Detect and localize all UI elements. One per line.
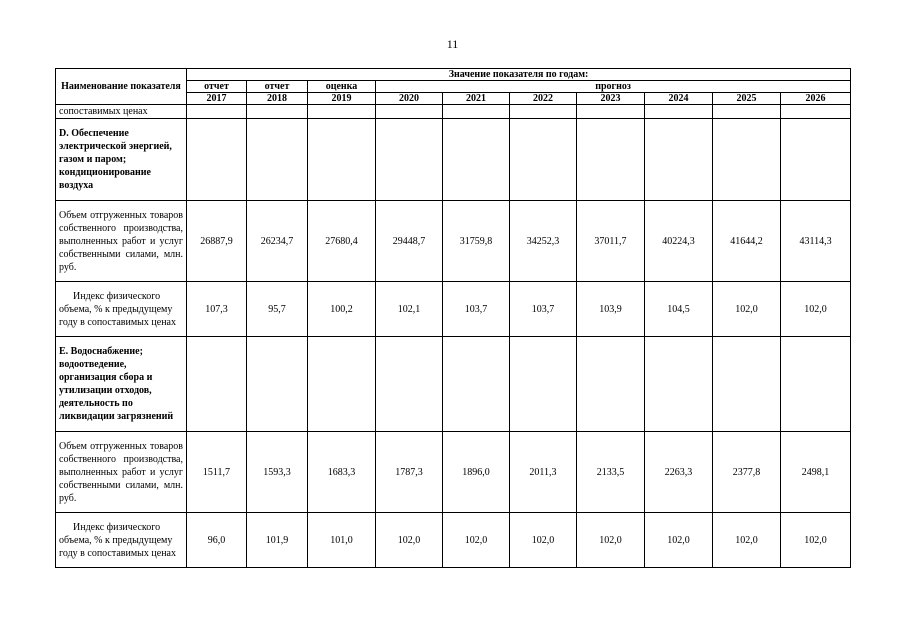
year-header: 2024: [645, 93, 713, 105]
value-cell: 102,0: [781, 282, 851, 337]
value-cell: [510, 105, 577, 119]
value-cell: 2263,3: [645, 432, 713, 513]
value-cell: [443, 337, 510, 432]
table-row: [56, 337, 851, 432]
value-cell: [443, 105, 510, 119]
year-header: 2026: [781, 93, 851, 105]
indicator-name-cell: Индекс физического объема, % к предыдущему году в сопоставимых ценах: [56, 282, 187, 337]
value-cell: 43114,3: [781, 201, 851, 282]
year-header: 2022: [510, 93, 577, 105]
value-cell: 1896,0: [443, 432, 510, 513]
value-cell: 102,0: [443, 513, 510, 568]
forecast-header: прогноз: [376, 81, 851, 93]
value-cell: 102,0: [510, 513, 577, 568]
type-header: оценка: [308, 81, 376, 93]
value-cell: 102,0: [713, 513, 781, 568]
value-cell: 1787,3: [376, 432, 443, 513]
indicator-name-cell: D. Обеспечение электрической энергией, газом и паром; кондиционирование воздуха: [56, 119, 187, 201]
year-header: 2019: [308, 93, 376, 105]
value-cell: [510, 337, 577, 432]
table-header: [56, 69, 851, 105]
value-cell: 102,0: [713, 282, 781, 337]
indicator-table: [55, 68, 851, 568]
value-cell: [577, 105, 645, 119]
value-cell: 103,7: [510, 282, 577, 337]
value-cell: 101,0: [308, 513, 376, 568]
value-cell: [443, 119, 510, 201]
table-row: [56, 432, 851, 513]
value-cell: [713, 337, 781, 432]
value-cell: 102,0: [781, 513, 851, 568]
value-cell: [187, 105, 247, 119]
table-row: [56, 119, 851, 201]
year-header: 2020: [376, 93, 443, 105]
value-cell: 104,5: [645, 282, 713, 337]
value-cell: [376, 105, 443, 119]
value-cell: [577, 337, 645, 432]
value-cell: 107,3: [187, 282, 247, 337]
table-row: [56, 201, 851, 282]
year-header: 2017: [187, 93, 247, 105]
value-cell: [510, 119, 577, 201]
table-row: [56, 513, 851, 568]
year-header: 2021: [443, 93, 510, 105]
value-cell: 27680,4: [308, 201, 376, 282]
value-cell: [187, 119, 247, 201]
value-cell: 102,1: [376, 282, 443, 337]
value-cell: 96,0: [187, 513, 247, 568]
value-cell: [713, 119, 781, 201]
value-cell: 40224,3: [645, 201, 713, 282]
value-cell: 26234,7: [247, 201, 308, 282]
value-cell: [781, 105, 851, 119]
value-cell: 2377,8: [713, 432, 781, 513]
value-cell: [247, 105, 308, 119]
name-column-header: Наименование показателя: [56, 69, 187, 105]
value-cell: 102,0: [376, 513, 443, 568]
value-cell: 31759,8: [443, 201, 510, 282]
value-cell: 29448,7: [376, 201, 443, 282]
value-cell: 103,7: [443, 282, 510, 337]
value-cell: [645, 105, 713, 119]
indicator-name-cell: Объем отгруженных товаров собственного производства, выполненных работ и услуг собственными силами, млн. руб.: [56, 201, 187, 282]
value-cell: 34252,3: [510, 201, 577, 282]
year-header: 2025: [713, 93, 781, 105]
value-cell: 1593,3: [247, 432, 308, 513]
value-cell: 100,2: [308, 282, 376, 337]
value-cell: [376, 337, 443, 432]
indicator-name-cell: Индекс физического объема, % к предыдущему году в сопоставимых ценах: [56, 513, 187, 568]
value-cell: 103,9: [577, 282, 645, 337]
value-cell: [247, 119, 308, 201]
table-row: [56, 282, 851, 337]
value-cell: [308, 119, 376, 201]
value-cell: 2011,3: [510, 432, 577, 513]
value-cell: 1683,3: [308, 432, 376, 513]
value-cell: 95,7: [247, 282, 308, 337]
value-cell: 102,0: [577, 513, 645, 568]
value-cell: [781, 337, 851, 432]
page-number: 11: [446, 37, 459, 51]
value-cell: [247, 337, 308, 432]
value-cell: [781, 119, 851, 201]
table-row: [56, 105, 851, 119]
value-cell: [308, 105, 376, 119]
value-cell: [577, 119, 645, 201]
indicator-name-cell: E. Водоснабжение; водоотведение, организация сбора и утилизации отходов, деятельность по ликвидации загрязнений: [56, 337, 187, 432]
value-cell: [713, 105, 781, 119]
type-header: отчет: [187, 81, 247, 93]
values-header: Значение показателя по годам:: [187, 69, 851, 81]
value-cell: [645, 337, 713, 432]
value-cell: 1511,7: [187, 432, 247, 513]
value-cell: 37011,7: [577, 201, 645, 282]
value-cell: 26887,9: [187, 201, 247, 282]
value-cell: [376, 119, 443, 201]
indicator-name-cell: Объем отгруженных товаров собственного производства, выполненных работ и услуг собственными силами, млн. руб.: [56, 432, 187, 513]
value-cell: 2498,1: [781, 432, 851, 513]
value-cell: 2133,5: [577, 432, 645, 513]
value-cell: [308, 337, 376, 432]
value-cell: [187, 337, 247, 432]
year-header: 2018: [247, 93, 308, 105]
value-cell: [645, 119, 713, 201]
type-header: отчет: [247, 81, 308, 93]
indicator-name-cell: сопоставимых ценах: [56, 105, 187, 119]
year-header: 2023: [577, 93, 645, 105]
value-cell: 102,0: [645, 513, 713, 568]
value-cell: 101,9: [247, 513, 308, 568]
table-body: [56, 105, 851, 568]
value-cell: 41644,2: [713, 201, 781, 282]
